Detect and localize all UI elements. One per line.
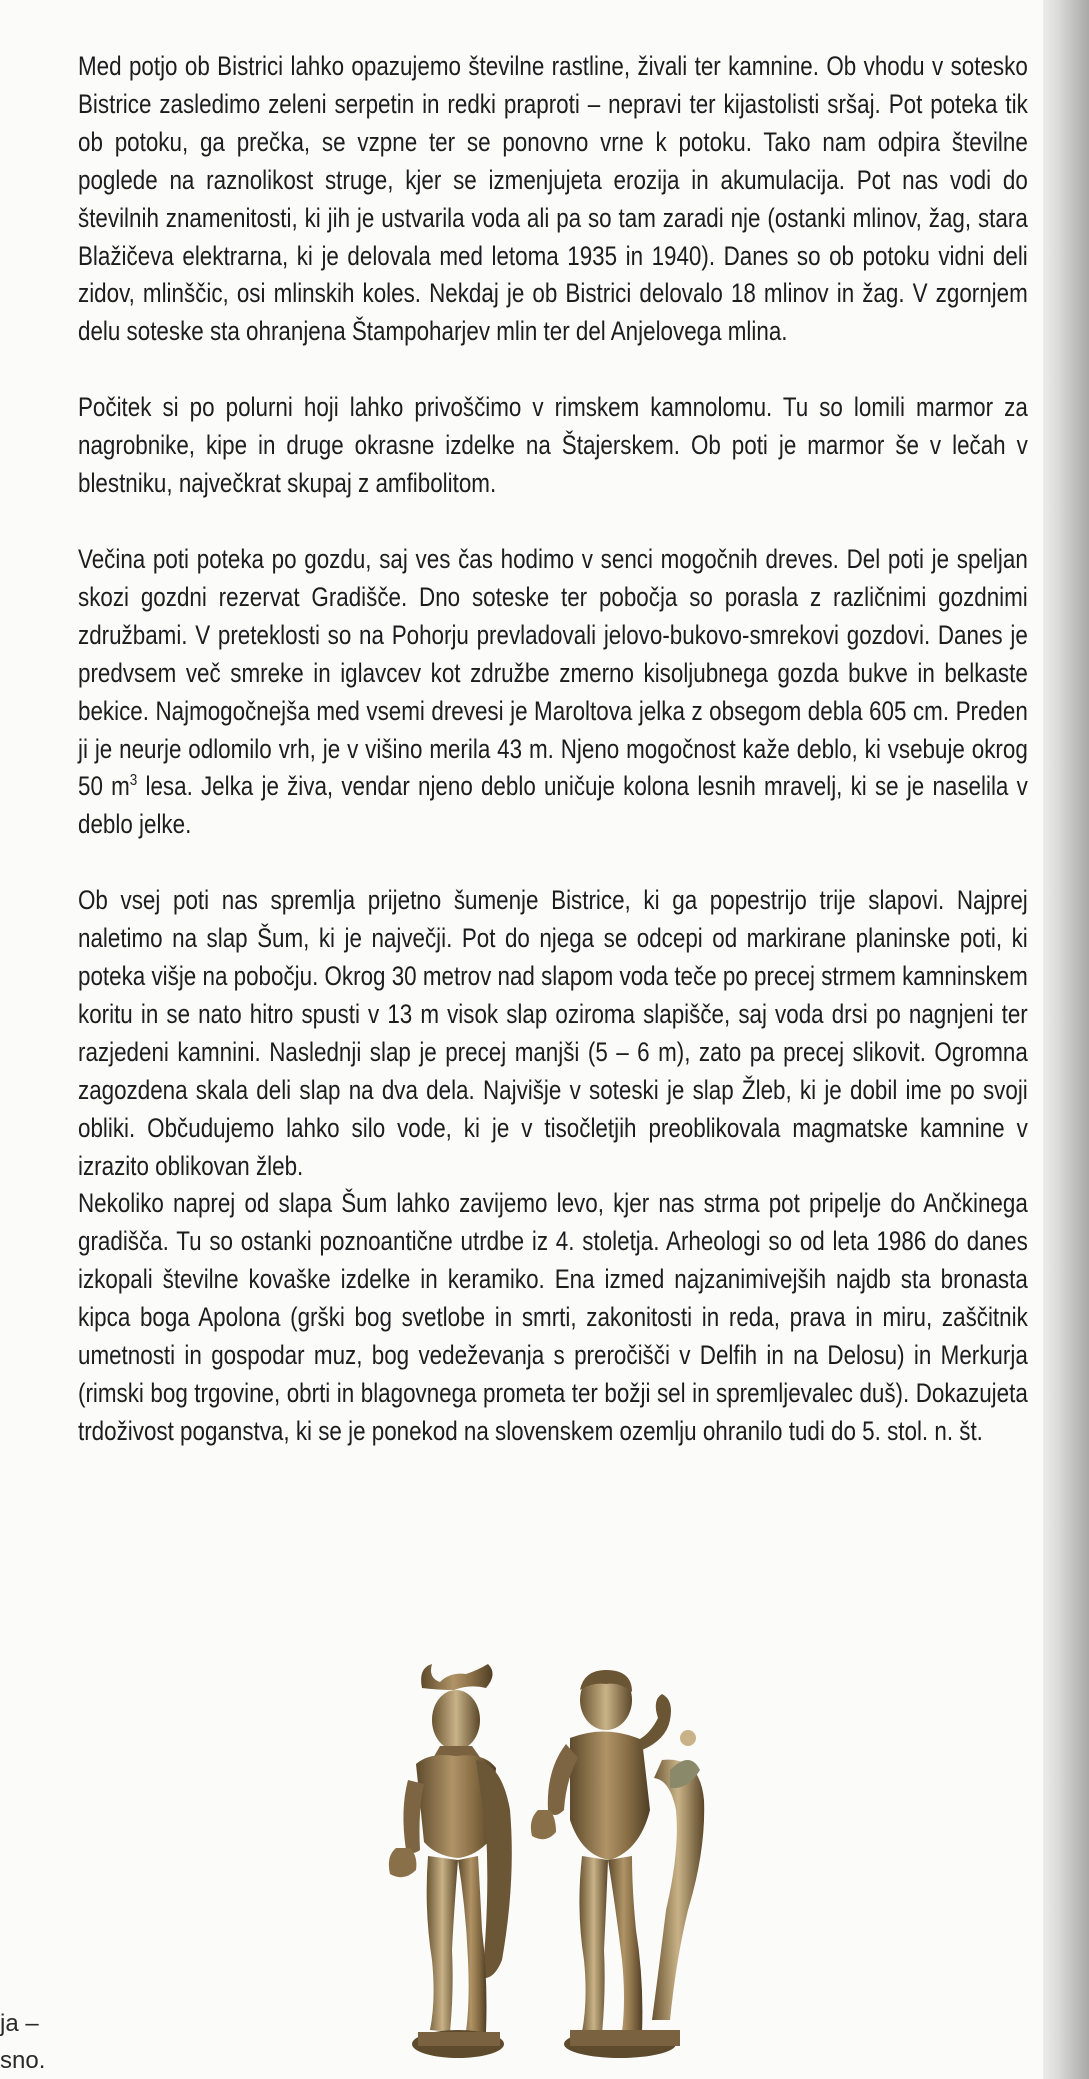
article-body: [78, 48, 1028, 1489]
margin-caption-line-2: sno.: [0, 2047, 46, 2074]
margin-caption-fragment: [0, 2005, 46, 2079]
mercury-statuette: [389, 1664, 512, 2058]
cubic-superscript: 3: [129, 772, 138, 790]
apollo-statuette: [531, 1670, 704, 2058]
statuettes-illustration: [370, 1660, 780, 2072]
paragraph-forest-text: Večina poti poteka po gozdu, saj ves čas hodimo v senci mogočnih dreves. Del poti je speljan skozi gozdni rezervat Gradišče. Dno soteske ter pobočja so porasla z različnimi gozdnimi združbami. V preteklosti so na Pohorju prevladovali jelovo-bukovo-smrekovi gozdovi. Danes je predvsem več smreke in iglavcev kot združbe zmerno kisoljubnega gozda bukve in belkaste bekice. Najmogočnejša med vsemi drevesi je Maroltova jelka z obsegom debla 605 cm. Preden ji je neurje odlomilo vrh, je v višino merila 43 m. Njeno mogočnost kaže deblo, ki vsebuje okrog 50 m: [78, 543, 1028, 802]
bronze-statuettes-photo: [370, 1660, 780, 2072]
margin-caption-line-1: ja –: [0, 2010, 39, 2037]
paragraph-mills: Med potjo ob Bistrici lahko opazujemo številne rastline, živali ter kamnine. Ob vhodu v sotesko Bistrice zasledimo zeleni serpetin in redki praproti – nepravi ter kijastolisti sršaj. Pot poteka tik ob potoku, ga prečka, se vzpne ter se ponovno vrne k potoku. Tako nam odpira številne poglede na raznolikost struge, kjer se izmenjujeta erozija in akumulacija. Pot nas vodi do številnih znamenitosti, ki jih je ustvarila voda ali pa so tam zaradi nje (ostanki mlinov, žag, stara Blažičeva elektrarna, ki je delovala med letoma 1935 in 1940). Danes so ob potoku vidni deli zidov, mlinščic, osi mlinskih koles. Nekdaj je ob Bistrici delovalo 18 mlinov in žag. V zgornjem delu soteske sta ohranjena Štampoharjev mlin ter del Anjelovega mlina.: [78, 51, 1028, 347]
paragraph-quarry: Počitek si po polurni hoji lahko privoščimo v rimskem kamnolomu. Tu so lomili marmor za nagrobnike, kipe in druge okrasne izdelke na Štajerskem. Ob poti je marmor še v lečah v blestniku, največkrat skupaj z amfibolitom.: [78, 392, 1028, 499]
paragraph-waterfalls: Ob vsej poti nas spremlja prijetno šumenje Bistrice, ki ga popestrijo trije slapovi. Najprej naletimo na slap Šum, ki je največji. Pot do njega se odcepi od markirane planinske poti, ki poteka višje na pobočju. Okrog 30 metrov nad slapom voda teče po precej strmem kamninskem koritu in se nato hitro spusti v 13 m visok slap oziroma slapišče, saj voda drsi po nagnjeni ter razjedeni kamnini. Naslednji slap je precej manjši (5 – 6 m), zato pa precej slikovit. Ogromna zagozdena skala deli slap na dva dela. Najvišje v soteski je slap Žleb, ki je dobil ime po svoji obliki. Občudujemo lahko silo vode, ki je v tisočletjih preoblikovala magmatske kamnine v izrazito oblikovan žleb.: [78, 885, 1028, 1181]
paragraph-forest: [78, 541, 1028, 844]
paragraph-hillfort: Nekoliko naprej od slapa Šum lahko zavijemo levo, kjer nas strma pot pripelje do Ančkinega gradišča. Tu so ostanki poznoantične utrdbe iz 4. stoletja. Arheologi so od leta 1986 do danes izkopali številne kovaške izdelke in keramiko. Ena izmed najzanimivejših najdb sta bronasta kipca boga Apolona (grški bog svetlobe in smrti, zakonitosti in reda, prava in miru, zaščitnik umetnosti in gospodar muz, bog vedeževanja s preročišči v Delfih in na Delosu) in Merkurja (rimski bog trgovine, obrti in blagovnega prometa ter božji sel in spremljevalec duš). Dokazujeta trdoživost poganstva, ki se je ponekod na slovenskem ozemlju ohranilo tudi do 5. stol. n. št.: [78, 1188, 1028, 1446]
paragraph-forest-tail: lesa. Jelka je živa, vendar njeno deblo uničuje kolona lesnih mravelj, ki se je naselila v deblo jelke.: [78, 771, 1028, 840]
page-edge-shadow: [1043, 0, 1089, 2079]
